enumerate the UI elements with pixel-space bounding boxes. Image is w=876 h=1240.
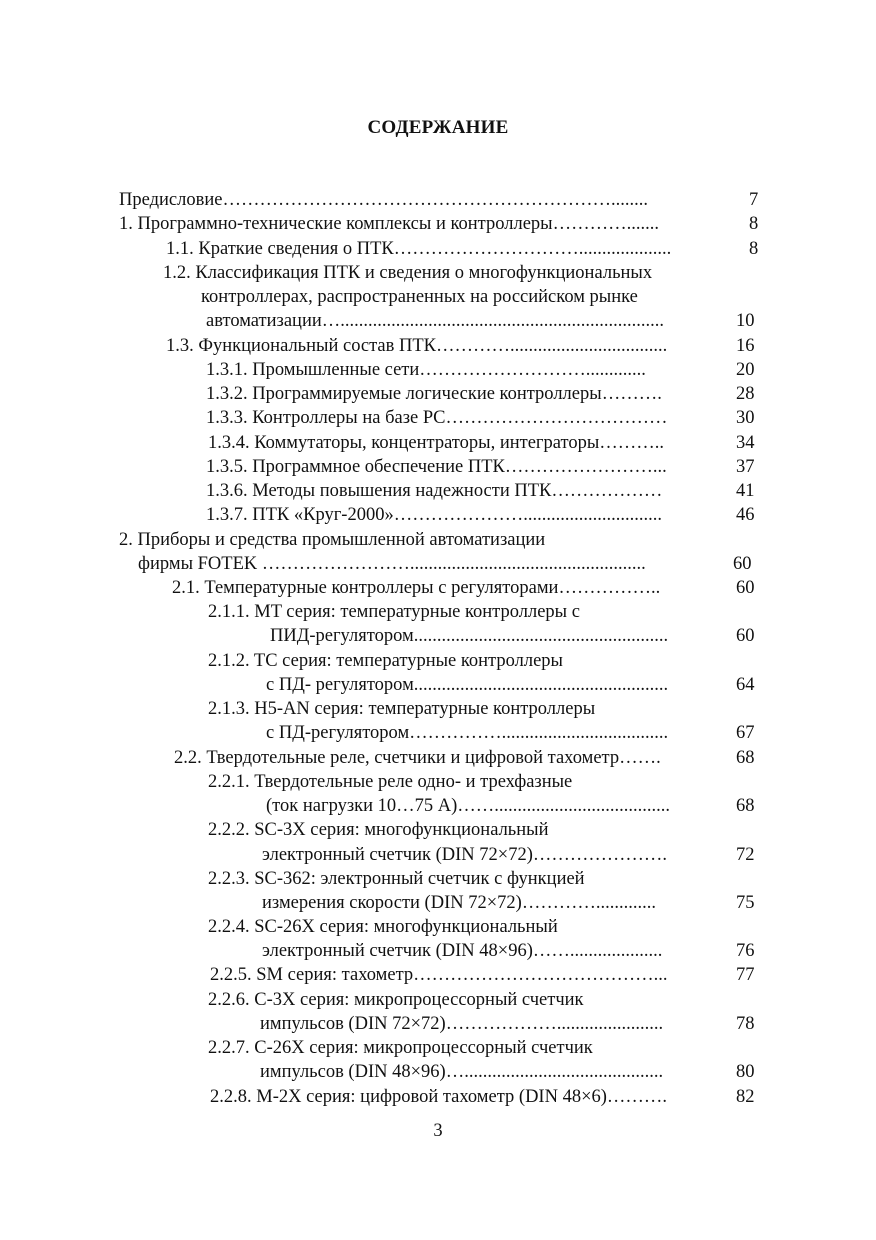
toc-entry-continuation[interactable]: импульсов (DIN 72×72)………………....................... 78 <box>260 1014 755 1034</box>
toc-entry[interactable]: 2. Приборы и средства промышленной автоматизации <box>119 530 546 550</box>
toc-entry[interactable]: 2.2.8. M-2X серия: цифровой тахометр (DIN 48×6)………. 82 <box>210 1087 755 1107</box>
toc-entry-continuation[interactable]: фирмы FOTEK ……………………................................................... 60 <box>138 554 752 574</box>
toc-entry[interactable]: 2.2.3. SC-362: электронный счетчик с функцией <box>208 869 585 889</box>
toc-entry[interactable]: 1.3.3. Контроллеры на базе PC……………………………… 30 <box>206 408 755 428</box>
toc-entry[interactable]: 1.3.6. Методы повышения надежности ПТК……………… 41 <box>206 481 755 501</box>
toc-entry-continuation[interactable]: электронный счетчик (DIN 72×72)…………………. 72 <box>262 845 755 865</box>
toc-entry[interactable]: 2.1.3. H5-AN серия: температурные контроллеры <box>208 699 596 719</box>
toc-entry-continuation[interactable]: (ток нагрузки 10…75 А)……...................................... 68 <box>266 796 755 816</box>
toc-entry-continuation[interactable]: с ПД-регулятором…………….................................... 67 <box>266 723 755 743</box>
toc-entry[interactable]: 2.2. Твердотельные реле, счетчики и цифровой тахометр……. 68 <box>174 748 755 768</box>
page-title: СОДЕРЖАНИЕ <box>367 117 509 138</box>
toc-entry[interactable]: 1.3.5. Программное обеспечение ПТК……………………... 37 <box>206 457 755 477</box>
toc-entry[interactable]: Предисловие………………………………………………………........ 7 <box>119 190 759 210</box>
toc-entry-continuation[interactable]: ПИД-регулятором....................................................... 60 <box>270 626 755 646</box>
toc-entry[interactable]: 2.1. Температурные контроллеры с регуляторами…………….. 60 <box>172 578 755 598</box>
toc-entry[interactable]: 1.3. Функциональный состав ПТК………….................................. 16 <box>166 336 755 356</box>
toc-entry[interactable]: 1.3.7. ПТК «Круг-2000»………………….............................. 46 <box>206 505 755 525</box>
toc-entry[interactable]: 2.2.4. SC-26X серия: многофункциональный <box>208 917 558 937</box>
toc-entry-continuation[interactable]: автоматизации…...................................................................... 10 <box>206 311 755 331</box>
toc-entry[interactable]: 2.1.1. MT серия: температурные контроллеры с <box>208 602 580 622</box>
toc-entry[interactable]: 1.3.4. Коммутаторы, концентраторы, интеграторы……….. 34 <box>208 433 755 453</box>
toc-entry[interactable]: 1. Программно-технические комплексы и контроллеры…………....... 8 <box>119 214 759 234</box>
toc-entry[interactable]: 1.3.1. Промышленные сети………………………............. 20 <box>206 360 755 380</box>
toc-entry[interactable]: 2.2.5. SM серия: тахометр…………………………………... 77 <box>210 965 755 985</box>
toc-entry-continuation[interactable]: импульсов (DIN 48×96)…........................................... 80 <box>260 1062 755 1082</box>
toc-entry-continuation[interactable]: измерения скорости (DIN 72×72)…………............. 75 <box>262 893 755 913</box>
toc-entry-continuation: контроллерах, распространенных на российском рынке <box>201 287 638 307</box>
toc-entry[interactable]: 1.2. Классификация ПТК и сведения о многофункциональных <box>163 263 653 283</box>
toc-entry[interactable]: 2.2.1. Твердотельные реле одно- и трехфазные <box>208 772 573 792</box>
toc-entry[interactable]: 2.2.2. SC-3X серия: многофункциональный <box>208 820 549 840</box>
toc-entry[interactable]: 2.2.6. C-3X серия: микропроцессорный счетчик <box>208 990 584 1010</box>
toc-entry[interactable]: 2.1.2. TC серия: температурные контроллеры <box>208 651 563 671</box>
toc-entry[interactable]: 1.3.2. Программируемые логические контроллеры………. 28 <box>206 384 755 404</box>
toc-entry[interactable]: 2.2.7. C-26X серия: микропроцессорный счетчик <box>208 1038 593 1058</box>
toc-entry-continuation[interactable]: электронный счетчик (DIN 48×96)…….................... 76 <box>262 941 755 961</box>
page-number: 3 <box>433 1121 443 1141</box>
toc-entry-continuation[interactable]: с ПД- регулятором....................................................... 64 <box>266 675 755 695</box>
toc-entry[interactable]: 1.1. Краткие сведения о ПТК………………………….................... 8 <box>166 239 759 259</box>
